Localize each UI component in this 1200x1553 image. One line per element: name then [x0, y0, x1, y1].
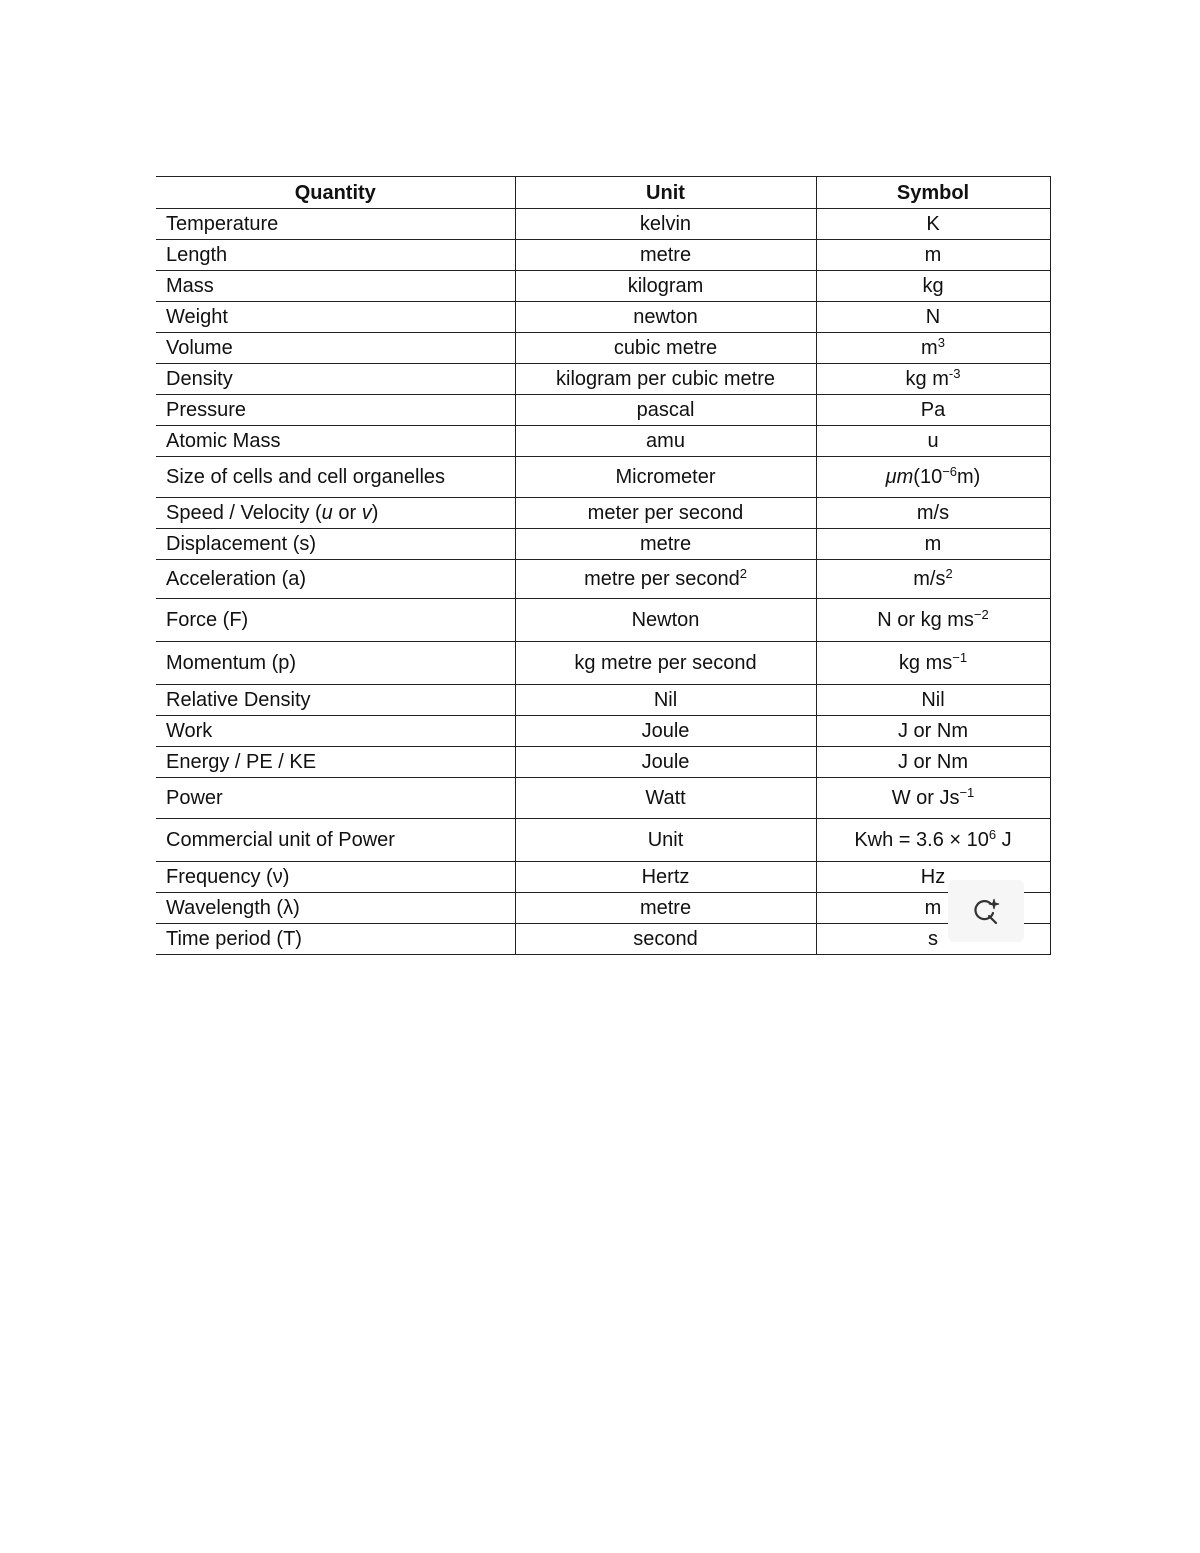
table-row — [156, 529, 1050, 560]
unit-base: metre per second — [584, 568, 740, 590]
symbol-base: W or Js — [891, 787, 960, 809]
table-row — [156, 642, 1050, 685]
symbol-prefix: μm — [885, 466, 914, 488]
quantity-cell — [156, 498, 515, 529]
unit-cell: Joule — [515, 716, 816, 747]
quantity-cell: Pressure — [156, 395, 515, 426]
symbol-cell: J or Nm — [816, 747, 1050, 778]
table-row — [156, 716, 1050, 747]
quantity-cell: Commercial unit of Power — [156, 819, 515, 862]
quantity-text: ) — [371, 502, 379, 524]
unit-cell: Micrometer — [515, 457, 816, 498]
unit-cell: metre — [515, 529, 816, 560]
symbol-exponent: -3 — [948, 365, 961, 381]
unit-cell: kelvin — [515, 209, 816, 240]
symbol-exponent: 3 — [937, 334, 945, 350]
symbol-exponent: −6 — [942, 463, 958, 479]
symbol-suffix: m) — [957, 466, 981, 488]
symbol-cell: N — [816, 302, 1050, 333]
table-row — [156, 819, 1050, 862]
unit-cell: metre — [515, 893, 816, 924]
symbol-cell — [816, 778, 1050, 819]
quantity-cell: Size of cells and cell organelles — [156, 457, 515, 498]
unit-cell: amu — [515, 426, 816, 457]
symbol-exponent: −1 — [959, 784, 975, 800]
symbol-cell: K — [816, 209, 1050, 240]
unit-cell: pascal — [515, 395, 816, 426]
table-row — [156, 457, 1050, 498]
table-row — [156, 302, 1050, 333]
symbol-base: m — [921, 337, 938, 359]
symbol-exponent: 6 — [988, 826, 997, 842]
symbol-cell: Hz — [816, 862, 1050, 893]
symbol-cell — [816, 642, 1050, 685]
symbol-cell — [816, 599, 1050, 642]
unit-cell: Joule — [515, 747, 816, 778]
table-row — [156, 271, 1050, 302]
table-row — [156, 599, 1050, 642]
symbol-cell: J or Nm — [816, 716, 1050, 747]
symbol-cell — [816, 457, 1050, 498]
table-row — [156, 364, 1050, 395]
unit-cell: newton — [515, 302, 816, 333]
symbol-cell: m — [816, 240, 1050, 271]
unit-cell: metre — [515, 240, 816, 271]
quantity-cell: Force (F) — [156, 599, 515, 642]
quantity-cell: Wavelength (λ) — [156, 893, 515, 924]
symbol-cell: m — [816, 529, 1050, 560]
table-row — [156, 685, 1050, 716]
quantity-variable: v — [361, 502, 372, 524]
quantity-cell: Length — [156, 240, 515, 271]
table-row — [156, 240, 1050, 271]
unit-cell — [515, 560, 816, 599]
symbol-base: Kwh = 3.6 × 10 — [854, 829, 989, 851]
quantity-cell: Atomic Mass — [156, 426, 515, 457]
table-row — [156, 395, 1050, 426]
unit-cell: meter per second — [515, 498, 816, 529]
unit-cell: kilogram — [515, 271, 816, 302]
symbol-cell: u — [816, 426, 1050, 457]
table-row — [156, 333, 1050, 364]
quantity-cell: Energy / PE / KE — [156, 747, 515, 778]
unit-cell: Unit — [515, 819, 816, 862]
units-table — [156, 176, 1051, 955]
header-unit: Unit — [515, 177, 816, 209]
symbol-cell: Pa — [816, 395, 1050, 426]
symbol-cell: kg — [816, 271, 1050, 302]
symbol-base: kg ms — [898, 652, 953, 674]
search-sparkle-icon — [970, 895, 1002, 927]
header-symbol: Symbol — [816, 177, 1050, 209]
symbol-exponent: −1 — [952, 649, 968, 665]
table-row — [156, 862, 1050, 893]
symbol-exponent: −2 — [973, 606, 989, 622]
quantity-cell: Temperature — [156, 209, 515, 240]
symbol-cell — [816, 364, 1050, 395]
table-header-row — [156, 177, 1050, 209]
symbol-cell — [816, 560, 1050, 599]
table-row — [156, 209, 1050, 240]
table-row — [156, 426, 1050, 457]
unit-cell: cubic metre — [515, 333, 816, 364]
table-row — [156, 747, 1050, 778]
unit-cell: kilogram per cubic metre — [515, 364, 816, 395]
unit-cell: Watt — [515, 778, 816, 819]
symbol-cell: m/s — [816, 498, 1050, 529]
unit-cell: Hertz — [515, 862, 816, 893]
symbol-cell: m — [816, 893, 1050, 924]
symbol-cell — [816, 819, 1050, 862]
quantity-cell: Weight — [156, 302, 515, 333]
quantity-cell: Volume — [156, 333, 515, 364]
quantity-cell: Acceleration (a) — [156, 560, 515, 599]
quantity-variable: u — [321, 502, 333, 524]
symbol-cell: Nil — [816, 685, 1050, 716]
quantity-cell: Relative Density — [156, 685, 515, 716]
quantity-cell: Momentum (p) — [156, 642, 515, 685]
table-row — [156, 924, 1050, 955]
quantity-cell: Time period (T) — [156, 924, 515, 955]
unit-cell: Newton — [515, 599, 816, 642]
unit-exponent: 2 — [739, 565, 747, 581]
unit-cell: second — [515, 924, 816, 955]
table-row — [156, 893, 1050, 924]
symbol-cell — [816, 333, 1050, 364]
visual-search-button[interactable] — [948, 880, 1024, 942]
symbol-cell: s — [816, 924, 1050, 955]
symbol-exponent: 2 — [945, 565, 953, 581]
quantity-cell: Frequency (ν) — [156, 862, 515, 893]
quantity-cell: Mass — [156, 271, 515, 302]
symbol-suffix: J — [996, 829, 1012, 851]
symbol-base: (10 — [913, 466, 943, 488]
table-row — [156, 560, 1050, 599]
unit-cell: kg metre per second — [515, 642, 816, 685]
unit-cell: Nil — [515, 685, 816, 716]
header-quantity: Quantity — [156, 177, 515, 209]
table-row — [156, 778, 1050, 819]
quantity-text: or — [332, 502, 362, 524]
quantity-cell: Power — [156, 778, 515, 819]
table-row — [156, 498, 1050, 529]
quantity-cell: Density — [156, 364, 515, 395]
quantity-text: Speed / Velocity ( — [166, 502, 322, 524]
symbol-base: N or kg ms — [877, 609, 974, 631]
symbol-base: m/s — [913, 568, 946, 590]
quantity-cell: Displacement (s) — [156, 529, 515, 560]
quantity-cell: Work — [156, 716, 515, 747]
symbol-base: kg m — [905, 368, 949, 390]
